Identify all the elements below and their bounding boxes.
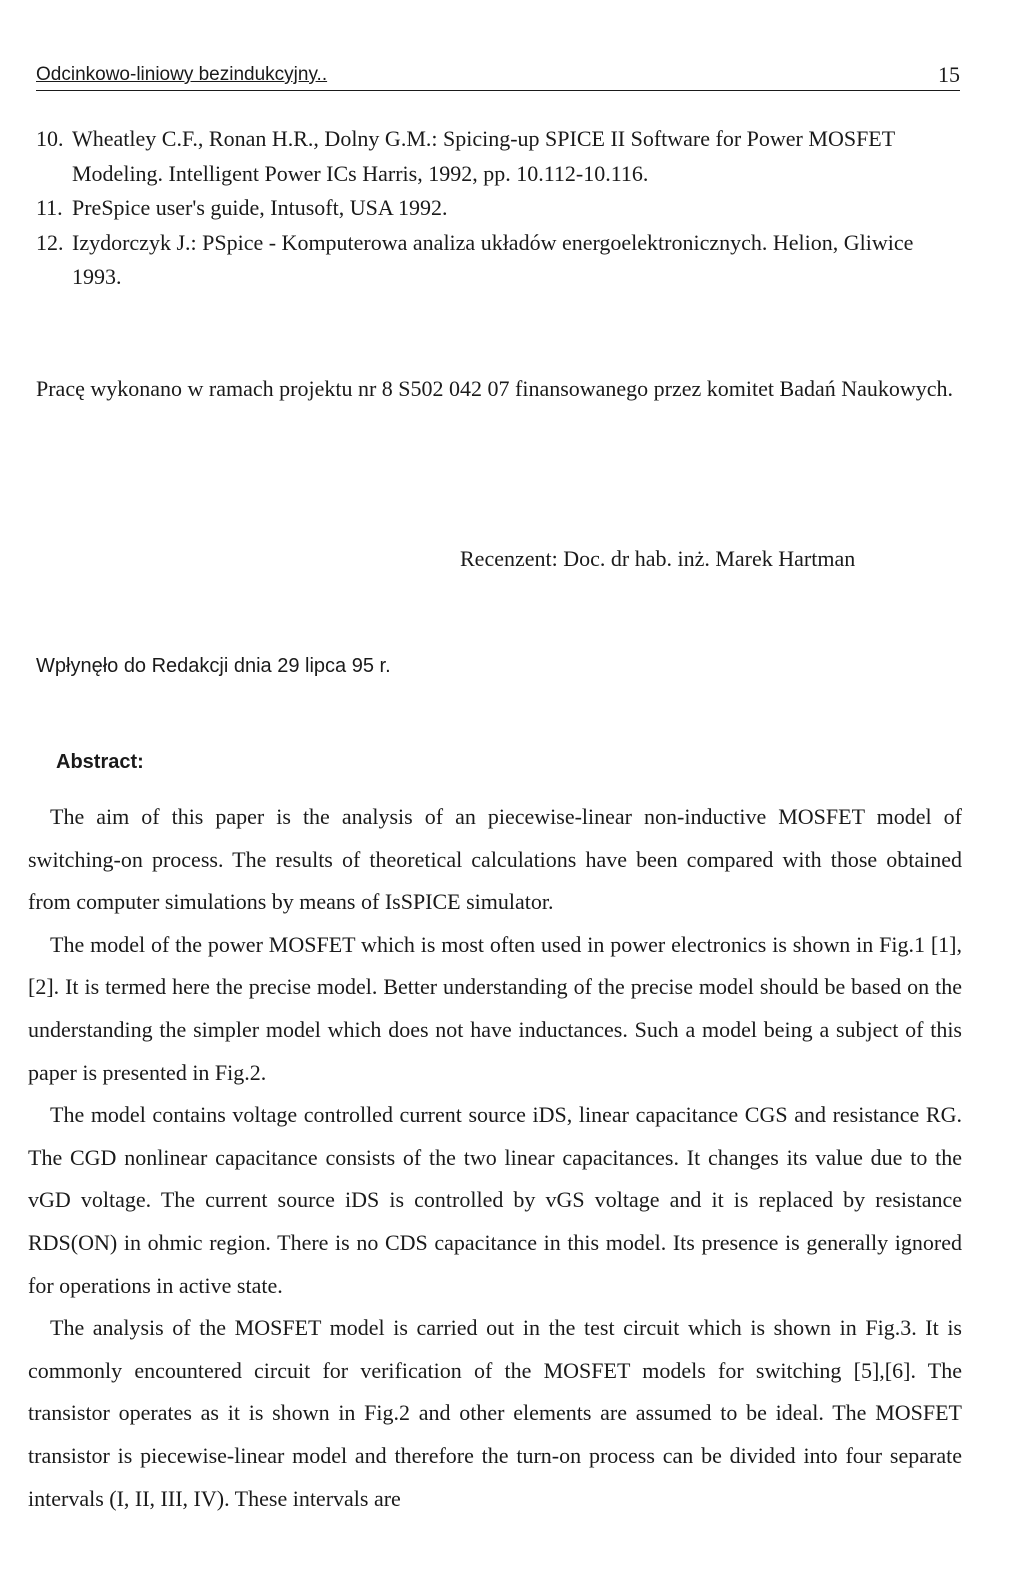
reference-number: 11. xyxy=(36,195,63,220)
reference-item xyxy=(36,191,966,226)
reference-text: Wheatley C.F., Ronan H.R., Dolny G.M.: Spicing-up SPICE II Software for Power MOSFET Modeling. Intelligent Power ICs Harris, 1992, pp. 10.112-10.116. xyxy=(72,126,895,186)
running-header xyxy=(36,62,960,91)
reviewer-line: Recenzent: Doc. dr hab. inż. Marek Hartman xyxy=(460,546,856,571)
reference-list xyxy=(36,122,966,295)
page-number: 15 xyxy=(938,62,960,87)
abstract-body xyxy=(28,796,962,1520)
abstract-paragraph: The analysis of the MOSFET model is carried out in the test circuit which is shown in Fig.3. It is commonly encountered circuit for verification of the MOSFET models for switching [5],[6]. The transistor operates as it is shown in Fig.2 and other elements are assumed to be ideal. The MOSFET transistor is piecewise-linear model and therefore the turn-on process can be divided into four separate intervals (I, II, III, IV). These intervals are xyxy=(28,1315,962,1511)
reference-number: 12. xyxy=(36,229,64,255)
running-title: Odcinkowo-liniowy bezindukcyjny.. xyxy=(36,64,328,85)
reference-text: Izydorczyk J.: PSpice - Komputerowa analiza układów energoelektronicznych. Helion, Gliwice 1993. xyxy=(72,229,914,289)
abstract-paragraph: The model contains voltage controlled current source iDS, linear capacitance CGS and resistance RG. The CGD nonlinear capacitance consists of the two linear capacitances. It changes its value due to the vGD voltage. The current source iDS is controlled by vGS voltage and it is replaced by resistance RDS(ON) in ohmic region. There is no CDS capacitance in this model. Its presence is generally ignored for operations in active state. xyxy=(28,1102,962,1298)
reference-item xyxy=(36,226,966,295)
acknowledgement: Pracę wykonano w ramach projektu nr 8 S502 042 07 finansowanego przez komitet Badań Naukowych. xyxy=(36,376,954,401)
abstract-paragraph: The aim of this paper is the analysis of an piecewise-linear non-inductive MOSFET model of switching-on process. The results of theoretical calculations have been compared with those obtained from computer simulations by means of IsSPICE simulator. xyxy=(28,804,962,915)
reference-number: 10. xyxy=(36,126,64,151)
reference-text: PreSpice user's guide, Intusoft, USA 1992. xyxy=(72,195,448,220)
abstract-paragraph: The model of the power MOSFET which is most often used in power electronics is shown in Fig.1 [1],[2]. It is termed here the precise model. Better understanding of the precise model should be based on the understanding the simpler model which does not have inductances. Such a model being a subject of this paper is presented in Fig.2. xyxy=(28,931,962,1085)
reference-item xyxy=(36,122,966,191)
abstract-heading: Abstract: xyxy=(56,751,144,773)
received-date: Wpłynęło do Redakcji dnia 29 lipca 95 r. xyxy=(36,655,391,677)
